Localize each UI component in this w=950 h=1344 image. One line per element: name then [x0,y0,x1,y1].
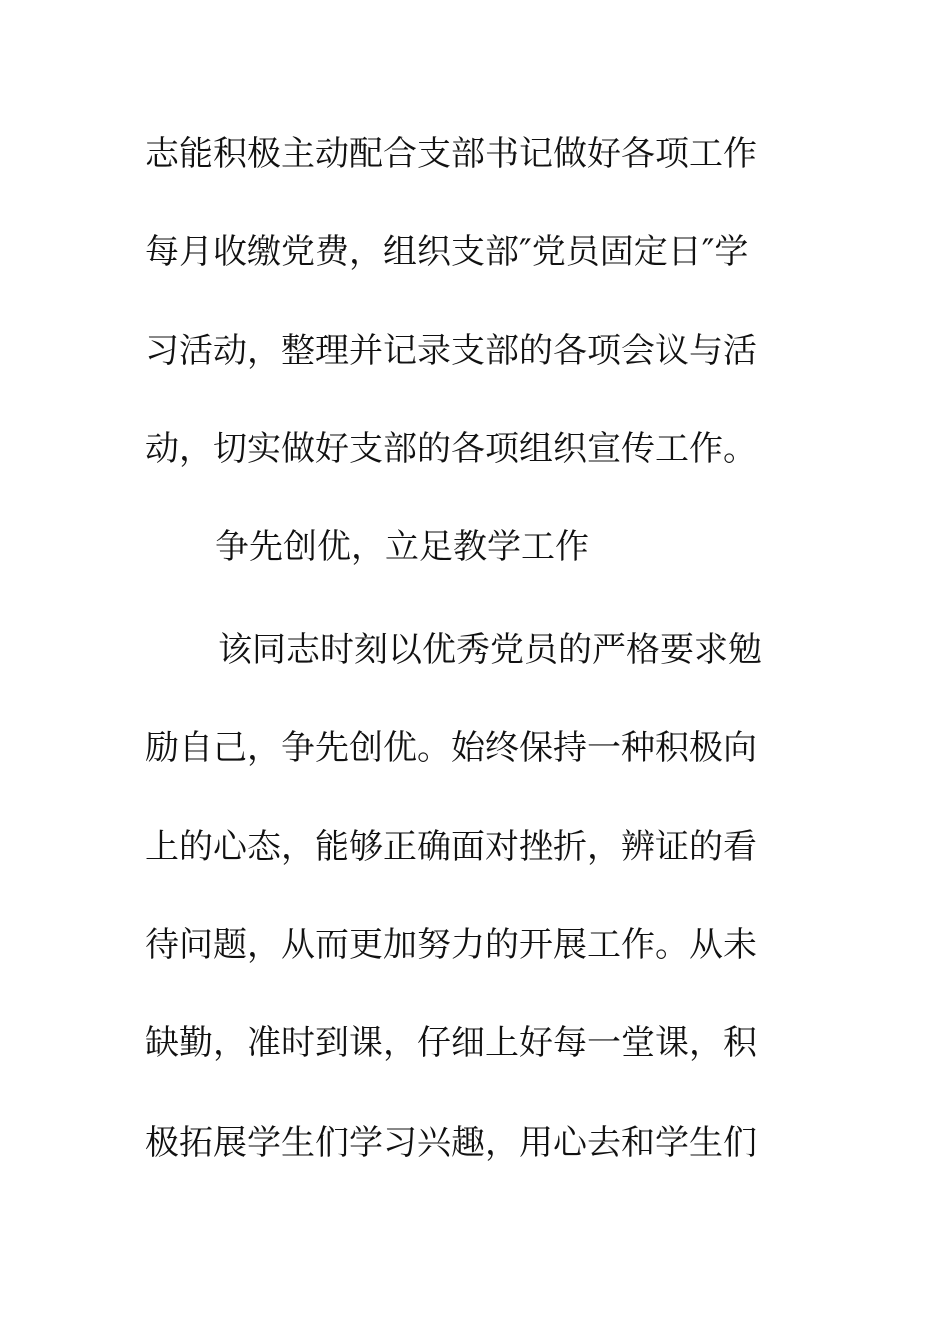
paragraph-line-8: 上的心态，能够正确面对挫折，辨证的看 [145,827,757,867]
paragraph-line-2: 每月收缴党费，组织支部″党员固定日″学 [145,232,749,272]
paragraph-line-9: 待问题，从而更加努力的开展工作。从未 [145,925,757,965]
paragraph-line-11: 极拓展学生们学习兴趣，用心去和学生们 [145,1123,757,1163]
paragraph-line-3: 习活动，整理并记录支部的各项会议与活 [145,331,757,371]
section-heading: 争先创优，立足教学工作 [215,527,589,567]
paragraph-line-10: 缺勤，准时到课，仔细上好每一堂课，积 [145,1023,757,1063]
paragraph-line-7: 励自己，争先创优。始终保持一种积极向 [145,728,757,768]
paragraph-line-6: 该同志时刻以优秀党员的严格要求勉 [218,630,762,670]
paragraph-line-1: 志能积极主动配合支部书记做好各项工作 [145,134,757,174]
paragraph-line-4: 动，切实做好支部的各项组织宣传工作。 [145,429,757,469]
